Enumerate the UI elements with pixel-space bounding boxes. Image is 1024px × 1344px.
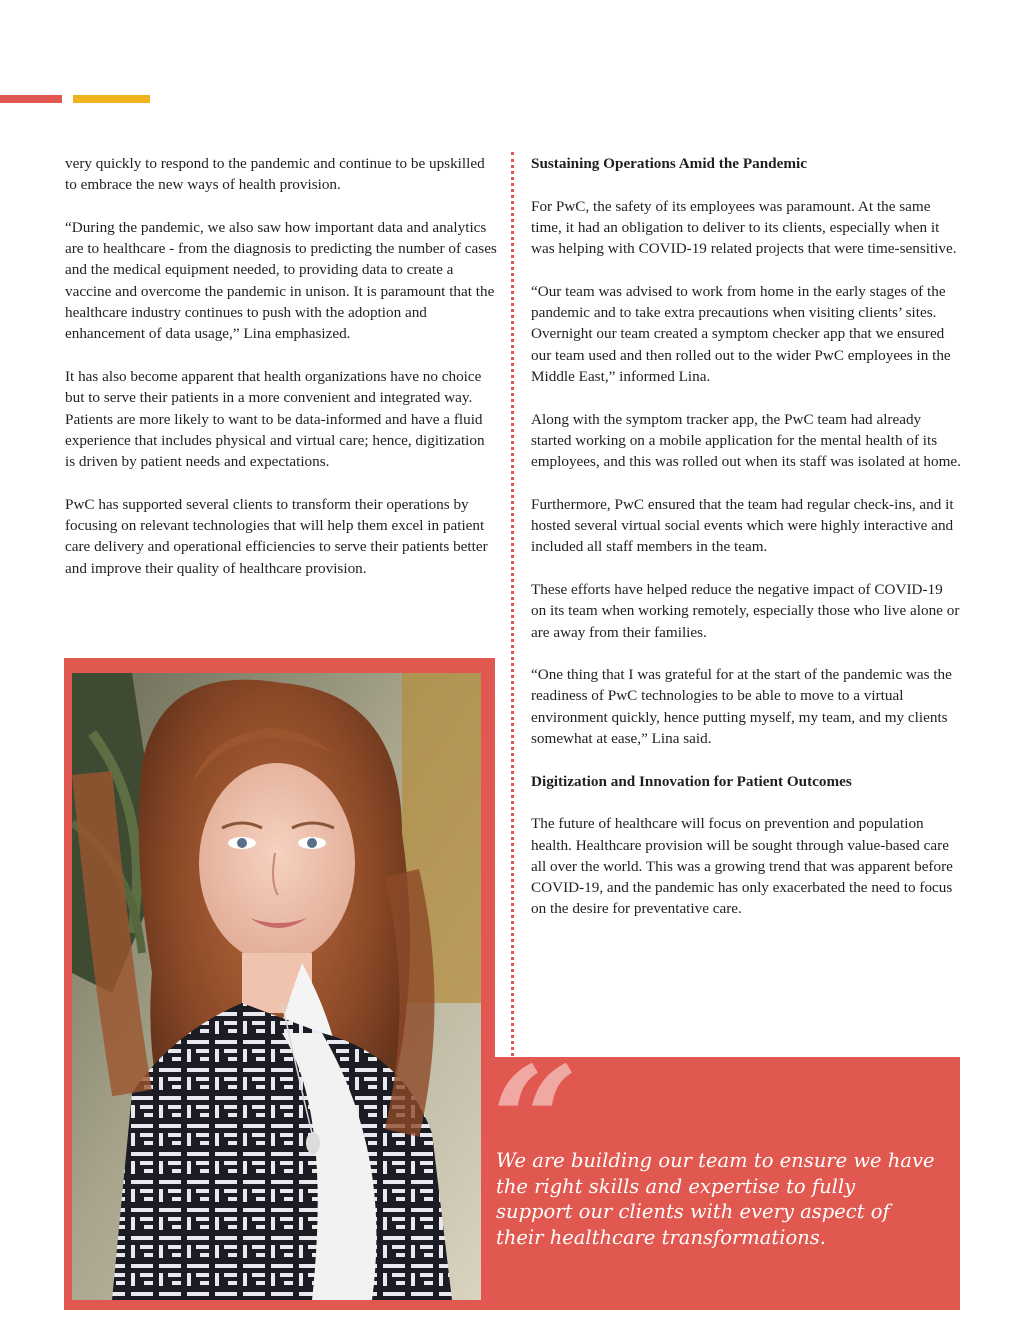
right-paragraph-4: Furthermore, PwC ensured that the team had regular check-ins, and it hosted several virtual social events which were highly interactive and included all staff members in the team. [531,495,954,556]
pull-quote-text: We are building our team to ensure we have the right skills and expertise to fully support our clients with every aspect of their healthcare transformations. [496,1149,935,1249]
right-paragraph-7: The future of healthcare will focus on prevention and population health. Healthcare provision will be sought through value-based care all over the world. This was a growing trend that was apparent before COVID-19, and the pandemic has only exacerbated the need to focus on the desire for preventative care. [531,815,953,918]
portrait-photo [72,673,481,1300]
left-paragraph-2: “During the pandemic, we also saw how important data and analytics are to healthcare - from the diagnosis to predicting the number of cases and the medical equipment needed, to providing data to create a vaccine and overcome the pandemic in unison. It is paramount that the healthcare industry continues to push with the adoption and enhancement of data usage,” Lina emphasized. [65,218,497,343]
section-heading-sustaining-operations: Sustaining Operations Amid the Pandemic [531,155,807,172]
right-paragraph-1: For PwC, the safety of its employees was paramount. At the same time, it had an obligation to deliver to its clients, especially when it was helping with COVID-19 related projects that were time-sensitive. [531,197,957,258]
right-paragraph-2: “Our team was advised to work from home in the early stages of the pandemic and to take extra precautions when visiting clients’ sites. Overnight our team created a symptom checker app that we ensured our team used and then rolled out to the wider PwC employees in the Middle East,” informed Lina. [531,282,951,385]
right-paragraph-5: These efforts have helped reduce the negative impact of COVID-19 on its team when working remotely, especially those who live alone or are away from their families. [531,580,960,641]
left-paragraph-3: It has also become apparent that health organizations have no choice but to serve their patients in a more convenient and integrated way. Patients are more likely to want to be data-informed and have a fluid experience that includes physical and virtual care; hence, digitization is driven by patient needs and expectations. [65,367,485,471]
left-paragraph-1: very quickly to respond to the pandemic and continue to be upskilled to embrace the new ways of health provision. [65,155,485,194]
column-divider [511,152,514,1056]
left-column [65,153,497,600]
section-heading-digitization: Digitization and Innovation for Patient Outcomes [531,772,852,790]
right-column [531,153,961,941]
right-paragraph-6: “One thing that I was grateful for at the start of the pandemic was the readiness of PwC technologies to be able to move to a virtual environment quickly, hence putting myself, my team, and my clients somewhat at ease,” Lina said. [531,666,952,748]
right-paragraph-3: Along with the symptom tracker app, the PwC team had already started working on a mobile application for the mental health of its employees, and this was rolled out when its staff was isolated at home. [531,410,961,471]
left-paragraph-4: PwC has supported several clients to transform their operations by focusing on relevant technologies that will help them excel in patient care delivery and operational efficiencies to serve their patients better and improve their quality of healthcare provision. [65,495,488,577]
header-accent-red-bar [0,95,62,103]
quote-mark-icon: “ [492,1034,579,1210]
header-accent-yellow-bar [73,95,150,103]
